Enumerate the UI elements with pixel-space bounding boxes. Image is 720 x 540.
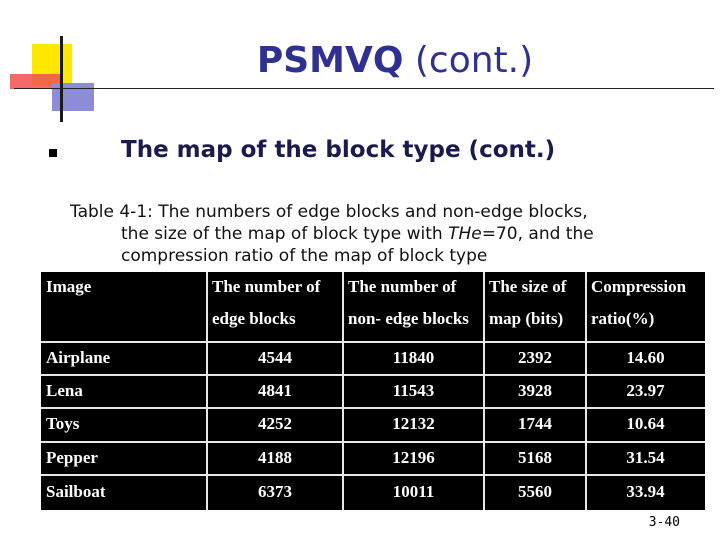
table-grid-line (41, 341, 705, 343)
bullet-square-icon (49, 149, 57, 157)
table-cell: 4252 (258, 414, 292, 433)
table-cell: 5560 (518, 481, 552, 501)
table-grid-line (41, 407, 705, 409)
table-cell: 4841 (258, 380, 292, 400)
title-bold: PSMVQ (256, 40, 404, 81)
caption-line-1: Table 4-1: The numbers of edge blocks and non-edge blocks, (70, 202, 588, 222)
table-grid-line (41, 374, 705, 376)
table-row-label: Lena (46, 380, 83, 400)
table-cell: 12132 (392, 414, 435, 433)
table-row-label: Pepper (46, 447, 98, 467)
table-cell: 6373 (258, 481, 292, 501)
table-cell: 11543 (392, 380, 435, 400)
slide-title (0, 40, 720, 81)
page-number: 3-40 (648, 515, 680, 530)
table-header-cell: ratio(%) (591, 309, 655, 328)
table-row-label: Airplane (46, 347, 111, 367)
caption-line-3: compression ratio of the map of block type (121, 246, 488, 266)
table-header-cell: edge blocks (212, 309, 296, 328)
table-header-cell: The number of (212, 277, 321, 296)
caption-line-2-italic: THe (448, 224, 482, 244)
table-cell: 10.64 (626, 414, 665, 433)
title-rest: (cont.) (403, 40, 534, 81)
table-row-label: Toys (46, 414, 80, 433)
table-grid-line (41, 441, 705, 443)
subheading: The map of the block type (cont.) (121, 137, 556, 163)
table-cell: 4188 (258, 447, 292, 467)
table-cell: 3928 (518, 380, 552, 400)
table-cell: 33.94 (626, 481, 665, 501)
table-grid-line (41, 474, 705, 476)
table-cell: 23.97 (626, 380, 665, 400)
caption-line-2a: the size of the map of block type with (121, 224, 449, 244)
table-row-label: Sailboat (46, 481, 106, 501)
table-header-cell: Compression (591, 277, 687, 296)
caption-line-2b: =70, and the (481, 224, 594, 244)
table-cell: 2392 (518, 347, 552, 367)
table-cell: 5168 (518, 447, 552, 467)
table-cell: 12196 (392, 447, 435, 467)
decor-horizontal-line (14, 88, 714, 89)
table-cell: 11840 (392, 347, 435, 367)
table-caption (70, 201, 710, 267)
table-cell: 14.60 (626, 347, 665, 367)
table-cell: 1744 (518, 414, 552, 433)
caption-line-2 (70, 223, 710, 245)
table-header-cell: non- edge blocks (348, 309, 469, 328)
table-header-cell: The number of (348, 277, 457, 296)
table-cell: 4544 (258, 347, 292, 367)
data-table (41, 272, 705, 510)
table-header-cell: The size of (489, 277, 567, 296)
table-cell: 31.54 (626, 447, 665, 467)
table-header-cell: map (bits) (489, 309, 564, 328)
table-cell: 10011 (392, 481, 435, 501)
table-header-cell: Image (46, 277, 92, 296)
